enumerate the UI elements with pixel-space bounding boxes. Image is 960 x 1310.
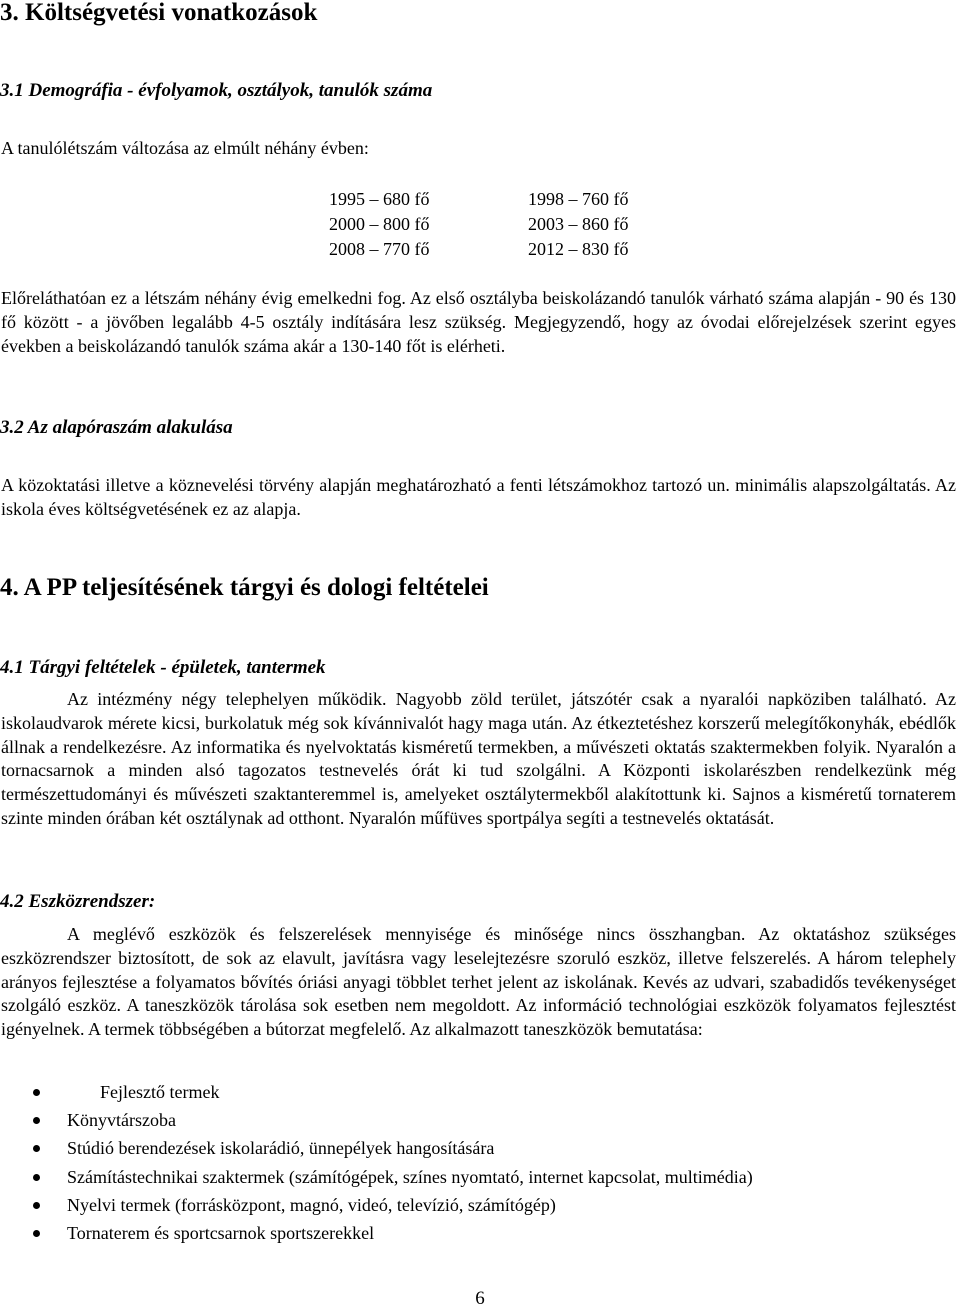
stat-1998: 1998 – 760 fő bbox=[528, 189, 629, 209]
section-3-2-heading: 3.2 Az alapóraszám alakulása bbox=[0, 417, 233, 438]
enrollment-intro: A tanulólétszám változása az elmúlt néhány évben: bbox=[1, 138, 369, 158]
equipment-paragraph bbox=[1, 923, 956, 1042]
demography-paragraph: Előreláthatóan ez a létszám néhány évig emelkedni fog. Az első osztályba beiskolázandó tanulók várható száma alapján - 90 és 130 fő között - a jövőben legalább 4-5 osztály indítására lesz szükség. Megjegyzendő, hogy az óvodai előrejelzések szerint egyes években a beiskolázandó tanulók száma akár a 130-140 főt is elérheti. bbox=[1, 288, 956, 356]
section-3-1-heading: 3.1 Demográfia - évfolyamok, osztályok, tanulók száma bbox=[0, 80, 433, 101]
facilities-text: Az intézmény négy telephelyen működik. Nagyobb zöld terület, játszótér csak a nyaralói napköziben található. Az iskolaudvarok mérete kicsi, burkolatuk még sok kívánnivalót hagy maga után. Az étkeztetéshez korszerű melegítőkonyhák, ebédlők állnak a rendelkezésre. Az informatika és nyelvoktatás kisméretű termekben, a művészeti oktatás szaktermekben folyik. Nyaralón a tornacsarnok a minden alsó tagozatos testnevelés órát ki tud szolgálni. A Központi iskolarészben rendelkezünk még természettudományi és művészeti szaktanteremmel is, amelyeket osztálytermekből alakítottunk ki. Sajnos a kisméretű tornaterem szinte minden órában két osztálynak ad otthont. Nyaralón műfüves sportpálya segíti a testnevelés oktatását. bbox=[1, 689, 956, 828]
facilities-paragraph bbox=[1, 688, 956, 831]
list-item-text: Stúdió berendezések iskolarádió, ünnepélyek hangosítására bbox=[67, 1138, 495, 1159]
list-item bbox=[0, 1080, 955, 1108]
list-item bbox=[0, 1165, 955, 1193]
list-item bbox=[0, 1221, 955, 1249]
list-item-text: Nyelvi termek (forrásközpont, magnó, videó, televízió, számítógép) bbox=[67, 1194, 556, 1215]
list-item-text: Könyvtárszoba bbox=[67, 1110, 176, 1131]
stat-2003: 2003 – 860 fő bbox=[528, 214, 629, 234]
list-item bbox=[0, 1193, 955, 1221]
list-item bbox=[0, 1108, 955, 1136]
equipment-text: A meglévő eszközök és felszerelések mennyisége és minősége nincs összhangban. Az oktatáshoz szükséges eszközrendszer biztosított, de sok az elavult, javításra vagy leselejtezésre szoruló eszköz, illetve felszerelés. A három telephely arányos fejlesztése a folyamatos bővítés óriási anyagi többlet terhet jelent az iskolának. Kevés az udvari, szabadidős tevékenységet szolgáló eszköz. A taneszközök tárolása sok esetben nem megoldott. Az információ technológiai eszközök folyamatos fejlesztést igényelnek. A termek többségében a bútorzat megfelelő. Az alkalmazott taneszközök bemutatása: bbox=[1, 924, 956, 1040]
stat-2008: 2008 – 770 fő bbox=[329, 239, 430, 259]
stat-1995: 1995 – 680 fő bbox=[329, 189, 430, 209]
list-item-text: Számítástechnikai szaktermek (számítógépek, színes nyomtató, internet kapcsolat, multimédia) bbox=[67, 1166, 753, 1187]
section-4-heading: 4. A PP teljesítésének tárgyi és dologi feltételei bbox=[0, 574, 489, 601]
list-item-text: Fejlesztő termek bbox=[100, 1082, 220, 1102]
equipment-list bbox=[0, 1080, 955, 1249]
list-item-text: Tornaterem és sportcsarnok sportszerekkel bbox=[67, 1222, 375, 1243]
list-item bbox=[0, 1136, 955, 1164]
section-3-heading: 3. Költségvetési vonatkozások bbox=[0, 0, 318, 26]
base-hours-paragraph: A közoktatási illetve a köznevelési törvény alapján meghatározható a fenti létszámokhoz tartozó un. minimális alapszolgáltatás. Az iskola éves költségvetésének ez az alapja. bbox=[1, 475, 956, 519]
stat-2012: 2012 – 830 fő bbox=[528, 239, 629, 259]
section-4-1-heading: 4.1 Tárgyi feltételek - épületek, tantermek bbox=[0, 657, 326, 678]
stat-2000: 2000 – 800 fő bbox=[329, 214, 430, 234]
page-number: 6 bbox=[475, 1288, 485, 1309]
section-4-2-heading: 4.2 Eszközrendszer: bbox=[0, 891, 156, 912]
